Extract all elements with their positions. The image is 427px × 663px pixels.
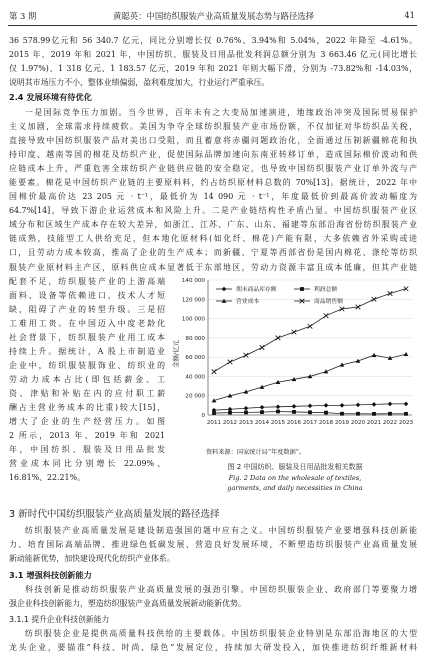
x-tick-label: 2018: [318, 420, 334, 426]
section-heading-3: 3 新时代中国纺织服装产业高质量发展的路径选择: [9, 509, 220, 520]
text-line: 企业中，纺织服装服饰业、纺织业的: [9, 360, 165, 370]
legend-item: [216, 285, 277, 293]
text-line: 能要素。棉花是中国纺织产业链的主要原料料，约占纺织原材料总数的 70%[13]。据统计，2022 年中: [9, 178, 417, 188]
legend-label: 商品销售额: [314, 299, 343, 306]
chart-axes: [182, 278, 414, 426]
data-point: [212, 369, 217, 374]
data-point: [324, 403, 329, 408]
text-line: 链成熟，技能型工人供给充足，但本地化原材料(如化纤、棉花)产能有限，大多依赖省外采购或进: [9, 234, 417, 244]
data-point: [300, 287, 304, 291]
text-line: 域分布和区域生产成本存在较大差异，如浙江、江苏、广东、山东、福建等东部沿海省份纺织服装产业: [9, 220, 417, 230]
data-point: [356, 412, 360, 416]
data-point: [292, 330, 297, 335]
legend-item: [294, 297, 343, 305]
text-line: 主义加剧，全球需求持续疲软。美国为争夺全球纺织服装产业市场份额，不仅加征对华纺织品关税，: [9, 122, 417, 132]
section-3-1-1-paragraph: [9, 627, 417, 655]
figure-caption-en-line-2: garments, and daily necessities in China: [227, 484, 363, 492]
text-line: 酬占主营业务成本的比重)较大[15]，: [9, 403, 165, 413]
section-2-4-wrapped-column: [9, 275, 165, 486]
data-point: [324, 411, 328, 415]
chart-legend: [216, 285, 343, 305]
text-line: 说明其市场压力不小，整体业绩偏弱，盈利难度加大，行业运行严重承压。: [9, 78, 270, 88]
text-line: 龙头企业，要锚准“科技、时尚、绿色”发展定位，持续加大研发投入，加快推进纺织纤维新材料: [9, 643, 417, 653]
data-point: [308, 410, 312, 414]
text-line: 持印度、越南等国的棉花及纺织产业，促使国际品牌加速向东南亚转移订单，造成国际棉价波动和供: [9, 150, 417, 160]
y-tick-label: 40 000: [185, 374, 205, 381]
section-3-1-paragraph: [9, 583, 417, 611]
issue-number: 第 3 期: [9, 11, 37, 21]
y-tick-label: 100 000: [181, 316, 205, 323]
series-3: [212, 352, 409, 402]
text-line: 科技创新是推动纺织服装产业高质量发展的强劲引擎。中国纺织服装企业、政府部门等要聚力增: [25, 585, 417, 594]
text-line: 社会背景下，纺织服装产业用工成本: [9, 332, 165, 342]
section-heading-2-4: 2.4 发展环境有待优化: [9, 92, 92, 102]
running-title: 黄聪英：中国纺织服装产业高质量发展态势与路径选择: [113, 11, 314, 21]
data-point: [388, 412, 392, 416]
data-point: [340, 403, 345, 408]
legend-label: 营业成本: [236, 299, 260, 306]
text-line: 国棉价最高价达 23 205 元 · t⁻¹，最低价为 14 090 元 · t⁻¹，年度最低价到最高价波动幅度为: [9, 192, 417, 202]
section-heading-3-1: 3.1 增强科技创新能力: [9, 570, 92, 580]
text-line: 16.81%、22.21%。: [9, 473, 85, 483]
header-rule: [8, 25, 417, 26]
figure-caption-en-line-1: Fig. 2 Data on the wholesale of textiles,: [228, 474, 362, 482]
data-point: [260, 405, 265, 410]
y-tick-label: 60 000: [185, 355, 205, 362]
section-3-paragraph: [9, 524, 417, 566]
text-line: 一是国际竞争压力加剧。当今世界，百年未有之大变局加速演进，地缘政治冲突及国际贸易保护: [25, 108, 417, 117]
x-tick-label: 2023: [398, 420, 414, 426]
data-point: [356, 403, 361, 408]
text-line: 口，且劳动力成本较高，推高了企业的生产成本；而新疆、宁夏等西部省份是国内棉花、涤纶等纺织: [9, 248, 417, 258]
text-line: 新动能新优势，加快建设现代化纺织产业体系。: [9, 554, 175, 564]
x-tick-label: 2020: [350, 420, 366, 426]
data-point: [276, 405, 281, 410]
text-line: 劳动力成本占比(即包括薪金、工: [9, 374, 165, 384]
text-line: 应链成本上升，严重危害全球纺织产业链供应链的安全稳定，也导致中国纺织服装产业订单外流与产: [9, 164, 417, 174]
data-point: [340, 412, 344, 416]
data-point: [244, 410, 248, 414]
text-line: 纺织服装产业高质量发展是建设制造强国的题中应有之义。中国纺织服装产业要增强科技创新能: [25, 526, 417, 535]
data-point: [244, 406, 249, 411]
data-point: [404, 286, 409, 291]
text-line: 纺织服装企业是提供高质量科技供给的主要载体。中国纺织服装企业特别是东部沿海地区的大型: [25, 629, 417, 638]
text-line: 缺，阻碍了产业的转型升级。三是招: [9, 304, 165, 314]
chart-series: [212, 286, 409, 415]
data-point: [228, 360, 233, 365]
x-tick-label: 2014: [254, 420, 270, 426]
page-number: 41: [404, 10, 415, 20]
data-point: [260, 345, 265, 350]
data-point: [404, 402, 409, 407]
text-line: 64.7%[14]，导致下游企业运营成本和风险上升。二是产业链结构性矛盾凸显。中国纺织服装产业区: [9, 206, 417, 216]
x-tick-label: 2011: [206, 420, 222, 426]
legend-item: [216, 297, 259, 305]
text-line: 服装产业原材料主产区，原料供应成本显著低于东部地区，劳动力资源丰富且成本低廉，但其产业链: [9, 262, 417, 272]
figure-caption-cn: 图 2 中国纺织、服装及日用品批发相关数据: [227, 463, 363, 471]
data-point: [308, 324, 313, 329]
y-tick-label: 120 000: [181, 297, 205, 304]
legend-label: 期末商品库存额: [236, 287, 277, 294]
y-tick-label: 0: [201, 413, 205, 419]
text-line: 2 所示，2013 年、2019 年和 2021: [9, 431, 165, 441]
section-2-4-paragraph: [9, 106, 417, 275]
data-point: [372, 412, 376, 416]
text-line: 2015 年、2019 年和 2021 年，中国纺织、服装及日用品批发利润总额分别为 3 663.46 亿元(同比增长: [9, 50, 417, 60]
text-line: 增大了企业的生产经营压力。如图: [9, 417, 165, 427]
text-line: 力、培育国际高端品牌、推进绿色低碳发展、营造良好发展环境，不断塑造纺织服装产业高质量发展: [9, 540, 417, 550]
x-tick-label: 2016: [286, 420, 302, 426]
y-tick-label: 140 000: [181, 278, 205, 284]
data-point: [244, 353, 249, 358]
figure-source-note: 资料来源：国家统计局“年度数据”。: [206, 449, 306, 456]
y-tick-label: 80 000: [185, 335, 205, 342]
data-point: [404, 352, 409, 356]
text-line: 工难用工贵。在中国迈入中度老龄化: [9, 318, 165, 328]
data-point: [222, 287, 227, 292]
y-axis-label: 金额/亿元: [172, 340, 180, 368]
text-line: 仅 1.97%)、1 318 亿元、1 183.57 亿元，2019 年和 2021 年则大幅下滑，分别为 -73.82%和 -14.03%，: [9, 64, 417, 74]
legend-label: 利润总额: [314, 287, 338, 294]
data-point: [260, 410, 264, 414]
x-tick-label: 2019: [334, 420, 350, 426]
text-line: 面料、设备等依赖进口，技术人才短: [9, 290, 165, 300]
text-line: 配套不足，纺织服装产业的上游高端: [9, 276, 165, 286]
text-line: 强企业科技创新能力，塑造纺织服装产业高质量发展新动能新优势。: [9, 599, 246, 609]
data-point: [292, 404, 297, 409]
x-tick-label: 2022: [382, 420, 398, 426]
data-point: [404, 412, 408, 416]
data-point: [228, 411, 232, 415]
wholesale-line-chart: [170, 272, 420, 440]
data-point: [292, 410, 296, 414]
data-point: [388, 402, 393, 407]
x-tick-label: 2015: [270, 420, 286, 426]
text-line: 年，中国纺织、服装及日用品批发: [9, 445, 165, 455]
x-tick-label: 2012: [222, 420, 238, 426]
data-point: [308, 404, 313, 409]
data-point: [324, 313, 329, 318]
data-point: [212, 411, 216, 415]
x-tick-label: 2021: [366, 420, 382, 426]
data-point: [372, 353, 377, 357]
x-tick-label: 2013: [238, 420, 254, 426]
x-tick-label: 2017: [302, 420, 318, 426]
data-point: [372, 402, 377, 407]
section-heading-3-1-1: 3.1.1 提升企业科技创新能力: [9, 615, 110, 624]
data-point: [388, 291, 393, 296]
data-point: [276, 410, 280, 414]
y-tick-label: 20 000: [185, 393, 205, 400]
text-line: 资、津贴和补贴在内的应付职工薪: [9, 388, 165, 398]
legend-item: [294, 285, 337, 293]
text-line: 营业成本同比分别增长 22.09%、: [9, 459, 165, 469]
text-line: 36 578.99亿元和 56 340.7 亿元，同比分别增长仅 0.76%、3.94%和 5.04%，2022 年降至 -4.61%。: [9, 36, 417, 45]
intro-paragraph: [9, 34, 417, 90]
text-line: 直接导致中国纺织服装产品对美出口受阻，而且蓄意将赤疆问题政治化，全面通过压制新疆棉花和执: [9, 136, 417, 146]
text-line: 持续上升。据统计，A 股上市制造业: [9, 346, 165, 356]
